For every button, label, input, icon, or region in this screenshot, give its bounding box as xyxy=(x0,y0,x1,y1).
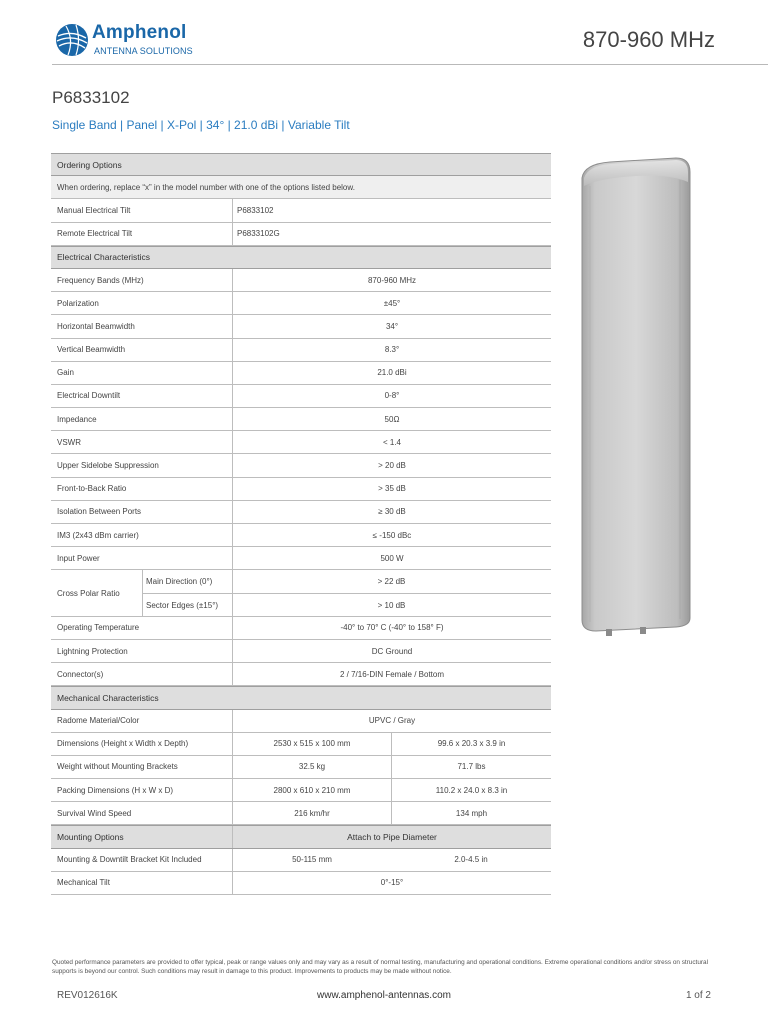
row-value: 0-8° xyxy=(232,385,551,407)
row-value: 8.3° xyxy=(232,339,551,361)
table-row xyxy=(51,478,551,501)
row-label: Impedance xyxy=(57,414,97,424)
row-label: Remote Electrical Tilt xyxy=(57,229,133,239)
row-label: VSWR xyxy=(57,437,81,447)
row-value-imperial: 134 mph xyxy=(391,802,551,824)
row-label: Operating Temperature xyxy=(57,623,140,633)
company-logo xyxy=(54,22,254,62)
row-value: P6833102G xyxy=(237,229,280,239)
section-header-value: Attach to Pipe Diameter xyxy=(232,826,551,847)
row-value: > 35 dB xyxy=(232,478,551,500)
row-label: Upper Sidelobe Suppression xyxy=(57,461,159,471)
table-row xyxy=(51,617,551,640)
row-sublabel: Sector Edges (±15°) xyxy=(146,600,219,610)
row-label: Survival Wind Speed xyxy=(57,808,132,818)
frequency-title: 870-960 MHz xyxy=(582,27,715,52)
table-row xyxy=(51,779,551,802)
row-label: Front-to-Back Ratio xyxy=(57,484,127,494)
website-link[interactable]: www.amphenol-antennas.com xyxy=(317,990,451,1001)
row-label: Mechanical Tilt xyxy=(57,878,110,888)
section-title: Mechanical Characteristics xyxy=(57,692,159,703)
revision-code: REV012616K xyxy=(57,990,118,1001)
row-value: 0°-15° xyxy=(232,872,551,894)
row-value: 2 / 7/16-DIN Female / Bottom xyxy=(232,663,551,685)
section-title: Mounting Options xyxy=(57,832,124,843)
row-label: Weight without Mounting Brackets xyxy=(57,762,178,772)
row-label: Input Power xyxy=(57,553,100,563)
section-header-mechanical xyxy=(51,686,551,709)
row-value-imperial: 110.2 x 24.0 x 8.3 in xyxy=(391,779,551,801)
row-value: ≤ -150 dBc xyxy=(232,524,551,546)
row-value-imperial: 99.6 x 20.3 x 3.9 in xyxy=(391,733,551,755)
row-value: < 1.4 xyxy=(232,431,551,453)
row-value-imperial: 71.7 lbs xyxy=(391,756,551,778)
row-value-metric: 32.5 kg xyxy=(232,756,391,778)
table-row xyxy=(51,292,551,315)
page-number: 1 of 2 xyxy=(685,990,711,1001)
section-header-electrical xyxy=(51,246,551,269)
brand-name: Amphenol xyxy=(92,22,187,43)
cross-polar-row xyxy=(51,570,551,616)
product-tagline: Single Band | Panel | X-Pol | 34° | 21.0 dBi | Variable Tilt xyxy=(52,118,350,132)
row-value-metric: 50-115 mm xyxy=(232,849,391,871)
table-row xyxy=(51,223,551,246)
row-value: P6833102 xyxy=(237,205,274,215)
brand-subtitle: ANTENNA SOLUTIONS xyxy=(94,46,193,56)
row-value: -40° to 70° C (-40° to 158° F) xyxy=(232,617,551,639)
row-label: Manual Electrical Tilt xyxy=(57,205,131,215)
spec-table xyxy=(51,153,551,895)
table-row xyxy=(51,756,551,779)
row-label: Lightning Protection xyxy=(57,646,128,656)
table-row xyxy=(51,524,551,547)
row-value: > 20 dB xyxy=(232,454,551,476)
row-value: 870-960 MHz xyxy=(232,269,551,291)
table-row xyxy=(51,385,551,408)
table-row xyxy=(51,802,551,825)
table-row xyxy=(51,547,551,570)
disclaimer-text: Quoted performance parameters are provided to offer typical, peak or range values only and may vary as a result of normal testing, manufacturing and operational conditions. Extreme operational conditions and/or stress on structural supports is beyond our control. Such conditions may result in damage to this product. Improvements to products may be made without notice. xyxy=(52,959,708,975)
table-row xyxy=(51,454,551,477)
row-value: 50Ω xyxy=(232,408,551,430)
row-label: Connector(s) xyxy=(57,669,104,679)
row-value: 500 W xyxy=(232,547,551,569)
antenna-product-image xyxy=(580,156,692,638)
row-value-metric: 216 km/hr xyxy=(232,802,391,824)
table-row xyxy=(51,640,551,663)
row-label: Frequency Bands (MHz) xyxy=(57,275,144,285)
table-row xyxy=(51,710,551,733)
row-label: Horizontal Beamwidth xyxy=(57,321,135,331)
row-label: Packing Dimensions (H x W x D) xyxy=(57,785,174,795)
row-label: Vertical Beamwidth xyxy=(57,345,126,355)
row-value: UPVC / Gray xyxy=(232,710,551,732)
table-row xyxy=(51,362,551,385)
row-value: ±45° xyxy=(232,292,551,314)
table-row xyxy=(51,269,551,292)
section-title: Electrical Characteristics xyxy=(57,252,151,263)
ordering-note-row xyxy=(51,176,551,199)
row-value: > 22 dB xyxy=(377,577,406,587)
table-row xyxy=(51,872,551,895)
row-value: DC Ground xyxy=(232,640,551,662)
row-label: Electrical Downtilt xyxy=(57,391,121,401)
row-label: Polarization xyxy=(57,298,99,308)
table-row xyxy=(51,733,551,756)
table-row xyxy=(51,501,551,524)
model-number: P6833102 xyxy=(52,88,130,107)
row-label: Dimensions (Height x Width x Depth) xyxy=(57,739,189,749)
table-row xyxy=(51,663,551,686)
row-label: IM3 (2x43 dBm carrier) xyxy=(57,530,139,540)
table-row xyxy=(51,431,551,454)
table-row xyxy=(51,199,551,222)
row-value: 21.0 dBi xyxy=(232,362,551,384)
row-sublabel: Main Direction (0°) xyxy=(146,577,213,587)
row-value-metric: 2800 x 610 x 210 mm xyxy=(232,779,391,801)
row-value: 34° xyxy=(232,315,551,337)
row-value-metric: 2530 x 515 x 100 mm xyxy=(232,733,391,755)
table-row xyxy=(51,408,551,431)
row-label: Gain xyxy=(57,368,74,378)
section-header-mounting xyxy=(51,825,551,848)
row-value: > 10 dB xyxy=(377,600,406,610)
row-value: ≥ 30 dB xyxy=(232,501,551,523)
row-label: Isolation Between Ports xyxy=(57,507,142,517)
row-label: Cross Polar Ratio xyxy=(57,588,120,598)
section-header-ordering xyxy=(51,153,551,176)
row-label: Mounting & Downtilt Bracket Kit Included xyxy=(57,855,202,865)
header-divider xyxy=(52,64,768,65)
table-row xyxy=(51,315,551,338)
section-title: Ordering Options xyxy=(57,159,122,170)
row-value-imperial: 2.0-4.5 in xyxy=(454,855,488,865)
row-label: Radome Material/Color xyxy=(57,716,140,726)
ordering-note: When ordering, replace “x” in the model number with one of the options listed below. xyxy=(57,182,355,192)
table-row xyxy=(51,339,551,362)
globe-logo-icon xyxy=(54,22,90,58)
table-row xyxy=(51,849,551,872)
